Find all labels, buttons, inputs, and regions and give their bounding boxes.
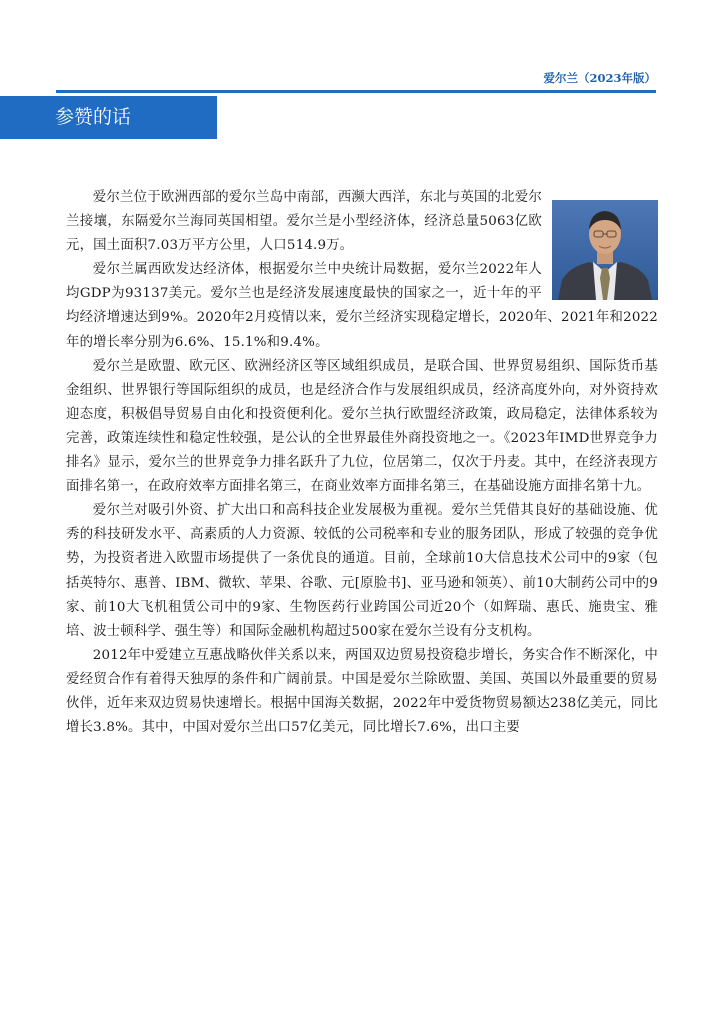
article-body — [66, 186, 658, 740]
section-title: 参赞的话 — [0, 96, 217, 139]
paragraph: 爱尔兰属西欧发达经济体，根据爱尔兰中央统计局数据，爱尔兰2022年人均GDP为93137美元。爱尔兰也是经济发展速度最快的国家之一，近十年的平均经济增速达到9%。2020年2月疫情以来，爱尔兰经济实现稳定增长，2020年、2021年和2022年的增长率分别为6.6%、15.1%和9.4%。 — [66, 262, 658, 350]
header-divider — [56, 90, 656, 93]
header-label: 爱尔兰（2023年版） — [543, 71, 656, 85]
paragraph: 爱尔兰是欧盟、欧元区、欧洲经济区等区域组织成员，是联合国、世界贸易组织、国际货币基金组织、世界银行等国际组织的成员，也是经济合作与发展组织成员，经济高度外向，对外资持欢迎态度，积极倡导贸易自由化和投资便利化。爱尔兰执行欧盟经济政策，政局稳定，法律体系较为完善，政策连续性和稳定性较强，是公认的全世界最佳外商投资地之一。《2023年IMD世界竞争力排名》显示，爱尔兰的世界竞争力排名跃升了九位，位居第二，仅次于丹麦。其中，在经济表现方面排名第一，在政府效率方面排名第三，在商业效率方面排名第三，在基础设施方面排名第十九。 — [66, 358, 658, 495]
portrait-icon — [552, 200, 658, 300]
paragraph: 2012年中爱建立互惠战略伙伴关系以来，两国双边贸易投资稳步增长，务实合作不断深化，中爱经贸合作有着得天独厚的条件和广阔前景。中国是爱尔兰除欧盟、美国、英国以外最重要的贸易伙伴，近年来双边贸易快速增长。根据中国海关数据，2022年中爱货物贸易额达238亿美元，同比增长3.8%。其中，中国对爱尔兰出口57亿美元，同比增长7.6%，出口主要 — [66, 647, 658, 736]
paragraph: 爱尔兰位于欧洲西部的爱尔兰岛中南部，西濒大西洋，东北与英国的北爱尔兰接壤，东隔爱尔兰海同英国相望。爱尔兰是小型经济体，经济总量5063亿欧元，国土面积7.03万平方公里，人口514.9万。 — [66, 190, 542, 254]
paragraph: 爱尔兰对吸引外资、扩大出口和高科技企业发展极为重视。爱尔兰凭借其良好的基础设施、优秀的科技研发水平、高素质的人力资源、较低的公司税率和专业的服务团队，形成了较强的竞争优势，为投资者进入欧盟市场提供了一条优良的通道。目前，全球前10大信息技术公司中的9家（包括英特尔、惠普、IBM、微软、苹果、谷歌、元[原脸书]、亚马逊和领英）、前10大制药公司中的9家、前10大飞机租赁公司中的9家、生物医药行业跨国公司近20个（如辉瑞、惠氏、施贵宝、雅培、波士顿科学、强生等）和国际金融机构超过500家在爱尔兰设有分支机构。 — [66, 503, 658, 639]
portrait-photo — [552, 200, 658, 300]
